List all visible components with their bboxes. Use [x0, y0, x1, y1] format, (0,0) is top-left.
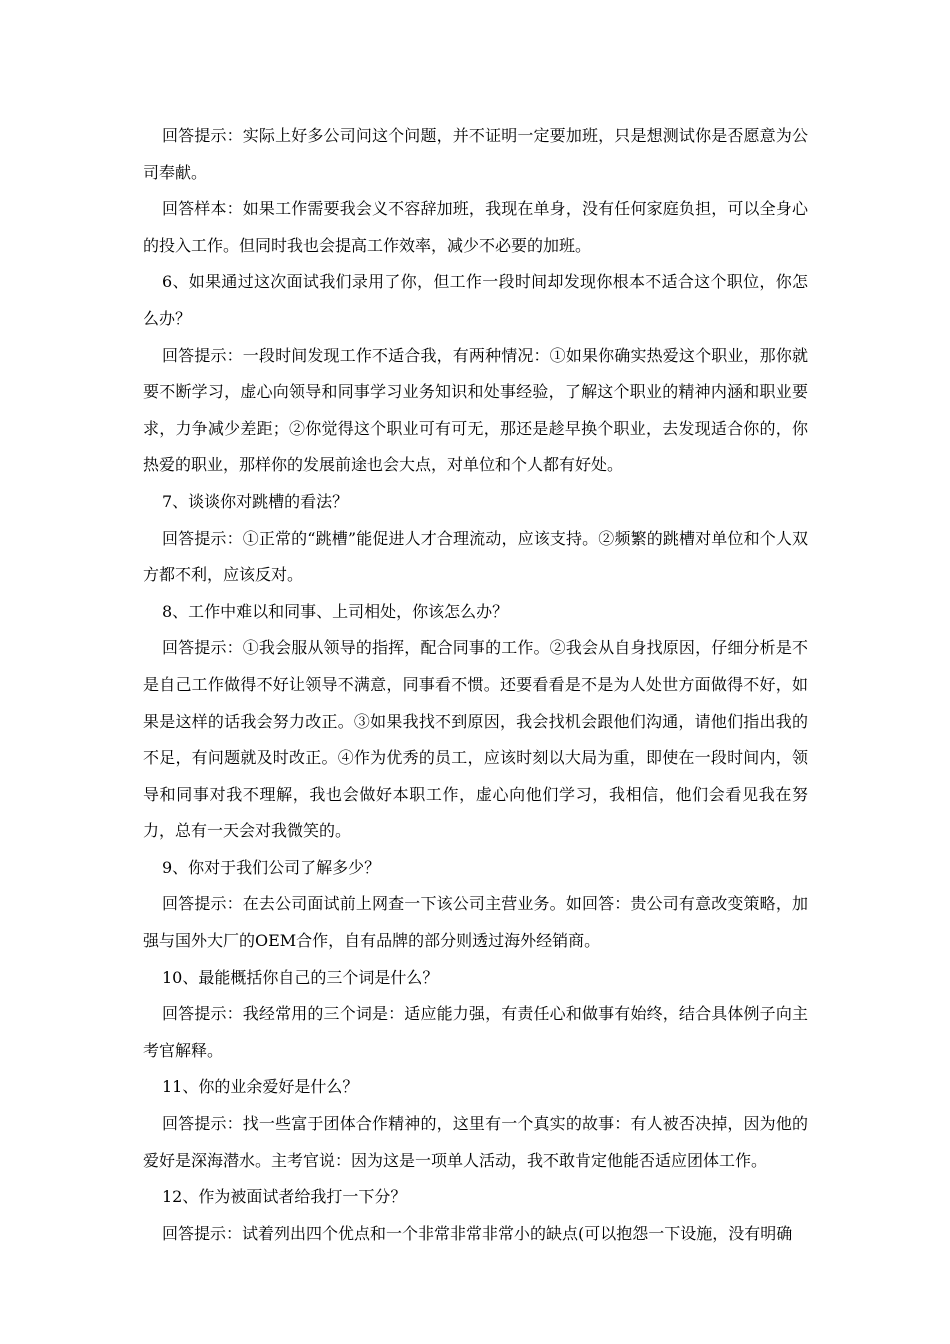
- question-12: 12、作为被面试者给我打一下分？: [162, 1187, 407, 1207]
- question-7: 7、谈谈你对跳槽的看法？: [162, 491, 349, 511]
- answer-hint-paragraph: 回答提示：一段时间发现工作不适合我，有两种情况：①如果你确实热爱这个职业，那你就要不断学习，虚心向领导和同事学习业务知识和处事经验，了解这个职业的精神内涵和职业要求，力争减少差距；②你觉得这个职业可有可无，那还是趁早换个职业，去发现适合你的，你热爱的职业，那样你的发展前途也会大点，对单位和个人都有好处。: [143, 345, 808, 475]
- document-body: [143, 118, 808, 1252]
- answer-hint-paragraph: 回答提示：①我会服从领导的指挥，配合同事的工作。②我会从自身找原因，仔细分析是不是自己工作做得不好让领导不满意，同事看不惯。还要看看是不是为人处世方面做得不好，如果是这样的话我会努力改正。③如果我找不到原因，我会找机会跟他们沟通，请他们指出我的不足，有问题就及时改正。④作为优秀的员工，应该时刻以大局为重，即使在一段时间内，领导和同事对我不理解，我也会做好本职工作，虚心向他们学习，我相信，他们会看见我在努力，总有一天会对我微笑的。: [143, 638, 808, 841]
- question-9: 9、你对于我们公司了解多少？: [162, 857, 381, 877]
- question-11: 11、你的业余爱好是什么？: [162, 1077, 359, 1097]
- answer-hint-paragraph: 回答提示：找一些富于团体合作精神的，这里有一个真实的故事：有人被否决掉，因为他的爱好是深海潜水。主考官说：因为这是一项单人活动，我不敢肯定他能否适应团体工作。: [143, 1114, 808, 1170]
- answer-hint-paragraph: 回答提示：①正常的“跳槽”能促进人才合理流动，应该支持。②频繁的跳槽对单位和个人双方都不利，应该反对。: [143, 528, 808, 585]
- question-8: 8、工作中难以和同事、上司相处，你该怎么办？: [162, 601, 509, 621]
- answer-hint-paragraph: 回答提示：我经常用的三个词是：适应能力强，有责任心和做事有始终，结合具体例子向主考官解释。: [143, 1004, 808, 1060]
- answer-hint-paragraph: 回答提示：实际上好多公司问这个问题，并不证明一定要加班，只是想测试你是否愿意为公司奉献。: [143, 126, 808, 182]
- answer-hint-paragraph: 回答提示：在去公司面试前上网查一下该公司主营业务。如回答：贵公司有意改变策略，加强与国外大厂的OEM合作，自有品牌的部分则透过海外经销商。: [143, 894, 808, 951]
- question-6: 6、如果通过这次面试我们录用了你，但工作一段时间却发现你根本不适合这个职位，你怎么办？: [143, 272, 808, 328]
- answer-sample-paragraph: 回答样本：如果工作需要我会义不容辞加班，我现在单身，没有任何家庭负担，可以全身心的投入工作。但同时我也会提高工作效率，减少不必要的加班。: [143, 199, 808, 255]
- question-10: 10、最能概括你自己的三个词是什么？: [162, 967, 439, 987]
- answer-hint-paragraph: 回答提示：试着列出四个优点和一个非常非常非常小的缺点(可以抱怨一下设施，没有明确: [162, 1223, 793, 1243]
